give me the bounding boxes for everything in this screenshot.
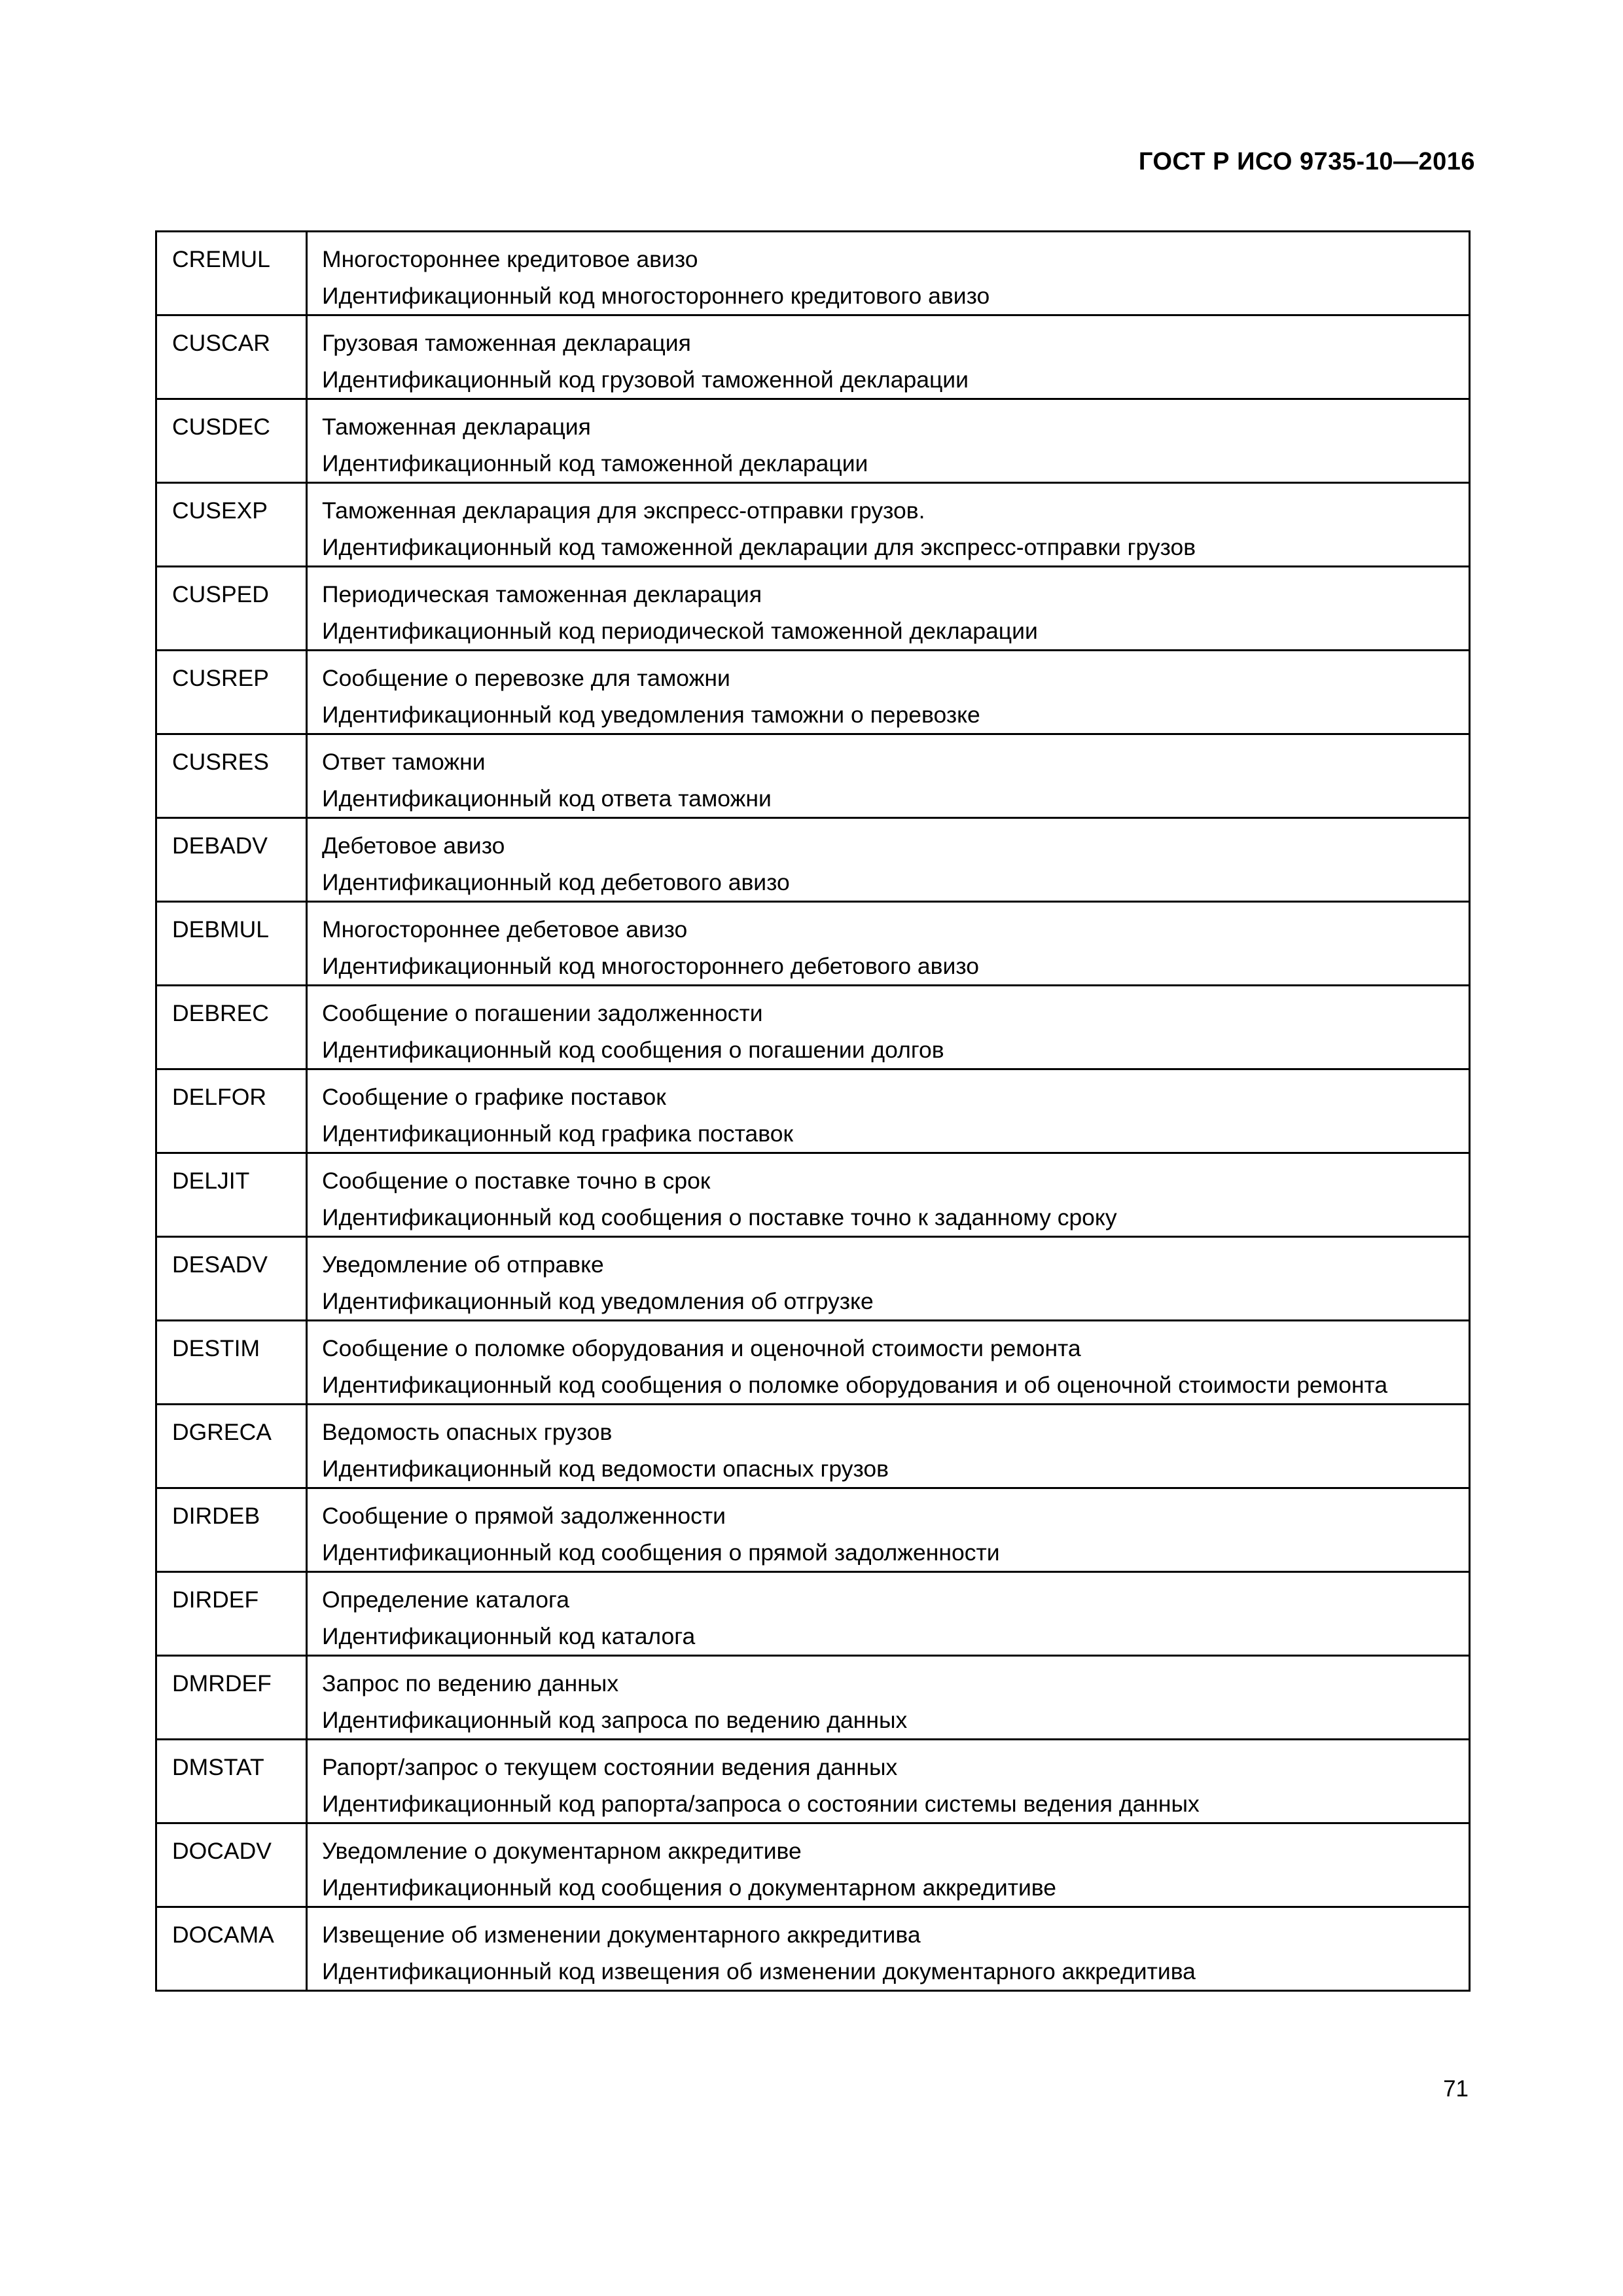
message-code-cell: [156, 399, 307, 483]
message-code: CUSPED: [172, 581, 269, 607]
message-description-cell: [307, 902, 1470, 986]
message-code: CREMUL: [172, 246, 270, 272]
message-code: DELJIT: [172, 1168, 250, 1194]
message-code: DMSTAT: [172, 1754, 264, 1780]
message-code-cell: [156, 818, 307, 902]
message-description-cell: [307, 232, 1470, 315]
message-code: DEBREC: [172, 1000, 269, 1026]
message-code: DESADV: [172, 1251, 268, 1278]
message-description-cell: [307, 399, 1470, 483]
message-identifier-description: Идентификационный код периодической таможенной декларации: [322, 618, 1038, 644]
message-code: DEBADV: [172, 833, 268, 859]
table-row: [156, 399, 1470, 483]
message-name: Периодическая таможенная декларация: [322, 581, 762, 607]
message-description-cell: [307, 1488, 1470, 1572]
table-row: [156, 1321, 1470, 1405]
message-code: DGRECA: [172, 1419, 272, 1445]
message-code-cell: [156, 1656, 307, 1740]
table-row: [156, 818, 1470, 902]
message-name: Таможенная декларация: [322, 414, 591, 440]
message-code: CUSDEC: [172, 414, 270, 440]
message-identifier-description: Идентификационный код таможенной декларации: [322, 450, 868, 476]
message-code: DESTIM: [172, 1335, 260, 1361]
message-code-cell: [156, 1907, 307, 1991]
message-identifier-description: Идентификационный код запроса по ведению данных: [322, 1707, 908, 1733]
message-code-cell: [156, 1740, 307, 1823]
message-identifier-description: Идентификационный код дебетового авизо: [322, 869, 790, 895]
message-identifier-description: Идентификационный код многостороннего кредитового авизо: [322, 283, 990, 309]
message-description-cell: [307, 567, 1470, 651]
message-name: Извещение об изменении документарного аккредитива: [322, 1922, 921, 1948]
message-identifier-description: Идентификационный код сообщения о документарном аккредитиве: [322, 1874, 1057, 1901]
message-code-cell: [156, 651, 307, 734]
document-standard-header: ГОСТ Р ИСО 9735-10—2016: [1138, 148, 1475, 175]
message-code: DIRDEB: [172, 1503, 260, 1529]
message-identifier-description: Идентификационный код таможенной декларации для экспресс-отправки грузов: [322, 534, 1196, 560]
message-identifier-description: Идентификационный код многостороннего дебетового авизо: [322, 953, 979, 979]
message-identifier-description: Идентификационный код извещения об изменении документарного аккредитива: [322, 1958, 1196, 1984]
message-description-cell: [307, 1907, 1470, 1991]
table-row: [156, 232, 1470, 315]
table-row: [156, 1823, 1470, 1907]
message-code-cell: [156, 567, 307, 651]
message-code-cell: [156, 734, 307, 818]
message-identifier-description: Идентификационный код уведомления таможни о перевозке: [322, 702, 980, 728]
message-description-cell: [307, 1237, 1470, 1321]
table-row: [156, 1405, 1470, 1488]
table-row: [156, 986, 1470, 1069]
message-identifier-description: Идентификационный код сообщения о погашении долгов: [322, 1037, 944, 1063]
message-name: Запрос по ведению данных: [322, 1670, 619, 1696]
message-code-cell: [156, 1069, 307, 1153]
message-name: Сообщение о погашении задолженности: [322, 1000, 763, 1026]
message-code-table-body: [156, 232, 1470, 1991]
message-name: Ответ таможни: [322, 749, 486, 775]
message-name: Сообщение о прямой задолженности: [322, 1503, 726, 1529]
table-row: [156, 1656, 1470, 1740]
message-code: CUSEXP: [172, 497, 268, 524]
message-code: CUSCAR: [172, 330, 270, 356]
message-code-cell: [156, 1572, 307, 1656]
message-description-cell: [307, 651, 1470, 734]
message-description-cell: [307, 483, 1470, 567]
message-code-cell: [156, 1237, 307, 1321]
table-row: [156, 902, 1470, 986]
table-row: [156, 651, 1470, 734]
message-identifier-description: Идентификационный код уведомления об отгрузке: [322, 1288, 874, 1314]
table-row: [156, 483, 1470, 567]
message-description-cell: [307, 1321, 1470, 1405]
message-code: DELFOR: [172, 1084, 266, 1110]
message-description-cell: [307, 1069, 1470, 1153]
message-code-cell: [156, 1321, 307, 1405]
table-row: [156, 315, 1470, 399]
message-code-cell: [156, 483, 307, 567]
message-code-cell: [156, 986, 307, 1069]
message-name: Сообщение о поставке точно в срок: [322, 1168, 711, 1194]
message-code-cell: [156, 1823, 307, 1907]
message-description-cell: [307, 315, 1470, 399]
message-code: DEBMUL: [172, 916, 269, 942]
message-identifier-description: Идентификационный код графика поставок: [322, 1121, 794, 1147]
message-code-cell: [156, 232, 307, 315]
table-row: [156, 734, 1470, 818]
message-identifier-description: Идентификационный код сообщения о поломке оборудования и об оценочной стоимости ремонта: [322, 1372, 1388, 1398]
message-name: Дебетовое авизо: [322, 833, 505, 859]
message-identifier-description: Идентификационный код сообщения о поставке точно к заданному сроку: [322, 1204, 1117, 1230]
message-code-table: [155, 230, 1471, 1992]
message-identifier-description: Идентификационный код грузовой таможенной декларации: [322, 367, 969, 393]
message-name: Уведомление об отправке: [322, 1251, 604, 1278]
message-name: Многостороннее кредитовое авизо: [322, 246, 698, 272]
message-name: Многостороннее дебетовое авизо: [322, 916, 688, 942]
message-name: Грузовая таможенная декларация: [322, 330, 691, 356]
message-description-cell: [307, 1572, 1470, 1656]
message-description-cell: [307, 734, 1470, 818]
message-description-cell: [307, 818, 1470, 902]
message-name: Сообщение о графике поставок: [322, 1084, 666, 1110]
message-identifier-description: Идентификационный код каталога: [322, 1623, 696, 1649]
table-row: [156, 1740, 1470, 1823]
message-description-cell: [307, 1405, 1470, 1488]
table-row: [156, 567, 1470, 651]
message-identifier-description: Идентификационный код сообщения о прямой задолженности: [322, 1539, 1000, 1566]
table-row: [156, 1907, 1470, 1991]
message-description-cell: [307, 1823, 1470, 1907]
message-name: Таможенная декларация для экспресс-отправки грузов.: [322, 497, 925, 524]
message-code-cell: [156, 902, 307, 986]
message-identifier-description: Идентификационный код рапорта/запроса о состоянии системы ведения данных: [322, 1791, 1200, 1817]
message-name: Рапорт/запрос о текущем состоянии ведения данных: [322, 1754, 898, 1780]
message-name: Уведомление о документарном аккредитиве: [322, 1838, 802, 1864]
message-identifier-description: Идентификационный код ведомости опасных грузов: [322, 1456, 889, 1482]
message-description-cell: [307, 1153, 1470, 1237]
message-name: Определение каталога: [322, 1587, 569, 1613]
page-number: 71: [1443, 2076, 1469, 2102]
message-code-cell: [156, 1488, 307, 1572]
message-code-cell: [156, 1153, 307, 1237]
table-row: [156, 1069, 1470, 1153]
table-row: [156, 1237, 1470, 1321]
message-name: Сообщение о перевозке для таможни: [322, 665, 730, 691]
message-description-cell: [307, 1656, 1470, 1740]
message-name: Ведомость опасных грузов: [322, 1419, 613, 1445]
message-code: DMRDEF: [172, 1670, 272, 1696]
message-description-cell: [307, 1740, 1470, 1823]
message-code: DOCADV: [172, 1838, 272, 1864]
message-code-cell: [156, 1405, 307, 1488]
message-code: CUSRES: [172, 749, 269, 775]
table-row: [156, 1488, 1470, 1572]
table-row: [156, 1572, 1470, 1656]
message-name: Сообщение о поломке оборудования и оценочной стоимости ремонта: [322, 1335, 1081, 1361]
message-code-cell: [156, 315, 307, 399]
message-identifier-description: Идентификационный код ответа таможни: [322, 785, 772, 812]
message-code: DIRDEF: [172, 1587, 259, 1613]
message-description-cell: [307, 986, 1470, 1069]
message-code: DOCAMA: [172, 1922, 274, 1948]
message-code: CUSREP: [172, 665, 269, 691]
table-row: [156, 1153, 1470, 1237]
